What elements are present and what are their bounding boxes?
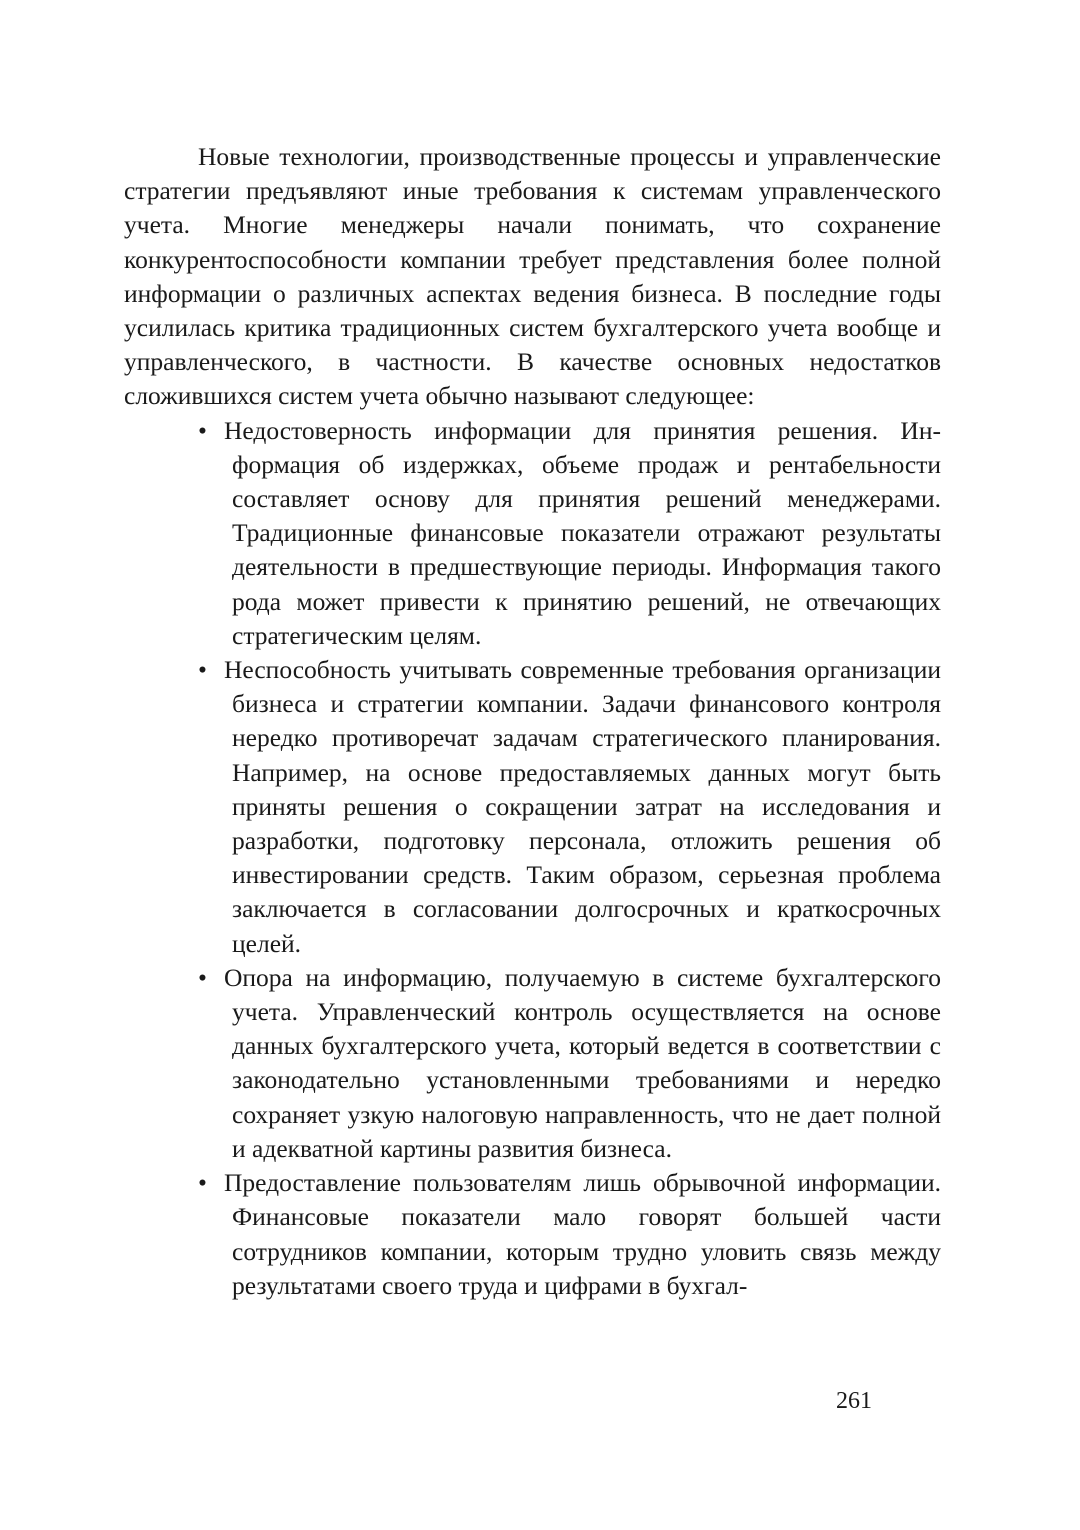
list-item	[198, 1166, 941, 1303]
deficiency-list	[124, 414, 941, 1303]
list-item	[198, 961, 941, 1166]
list-item	[198, 653, 941, 961]
page-number: 261	[836, 1388, 872, 1414]
list-item	[198, 414, 941, 653]
list-item-text: Неспособность учитывать современные требования организации бизнеса и стратегии компании. Задачи финансового контроля нередко противоречат задачам стратегического планирования. Например, на основе предоставляемых данных могут быть приняты решения о сокращении затрат на исследования и разработки, подготовку персонала, отложить решения об инвестировании средств. Таким образом, серьезная проблема заключается в согласовании долгосрочных и краткосрочных целей.	[224, 655, 941, 958]
bullet-icon: •	[198, 1168, 207, 1198]
list-item-text: Опора на информацию, получаемую в системе бухгалтерского учета. Управленческий контроль осуществляется на основе данных бухгалтерского учета, который ведется в соответствии с законодательно установленными требованиями и нередко сохраняет узкую налоговую направленность, что не дает полной и адекватной картины развития бизнеса.	[224, 962, 941, 1163]
bullet-icon: •	[198, 655, 207, 685]
intro-paragraph: Новые технологии, производственные процессы и управленческие стратегии предъявляют иные требования к системам управленческого учета. Многие менеджеры начали понимать, что сохранение конкурентоспособности компании требует представления более полной информации о различных аспектах ведения бизнеса. В последние годы усилилась критика традиционных систем бухгалтерского учета вообще и управленческого, в частности. В качестве основных недостатков сложившихся систем учета обычно называют следующее:	[124, 142, 941, 411]
list-item-text: Недостоверность информации для принятия решения. Информация об издержках, объеме продаж и рентабельности составляет основу для принятия решений менеджерами. Традиционные финансовые показатели отражают результаты деятельности в предшествующие периоды. Информация такого рода может привести к принятию решений, не отвечающих стратегическим целям.	[224, 415, 941, 650]
list-item-text: Предоставление пользователям лишь обрывочной информации. Финансовые показатели мало говорят большей части сотрудников компании, которым трудно уловить связь между результатами своего труда и цифрами в бухгал-	[224, 1168, 941, 1300]
bullet-icon: •	[198, 415, 207, 445]
bullet-icon: •	[198, 962, 207, 992]
page-body	[124, 140, 941, 1303]
